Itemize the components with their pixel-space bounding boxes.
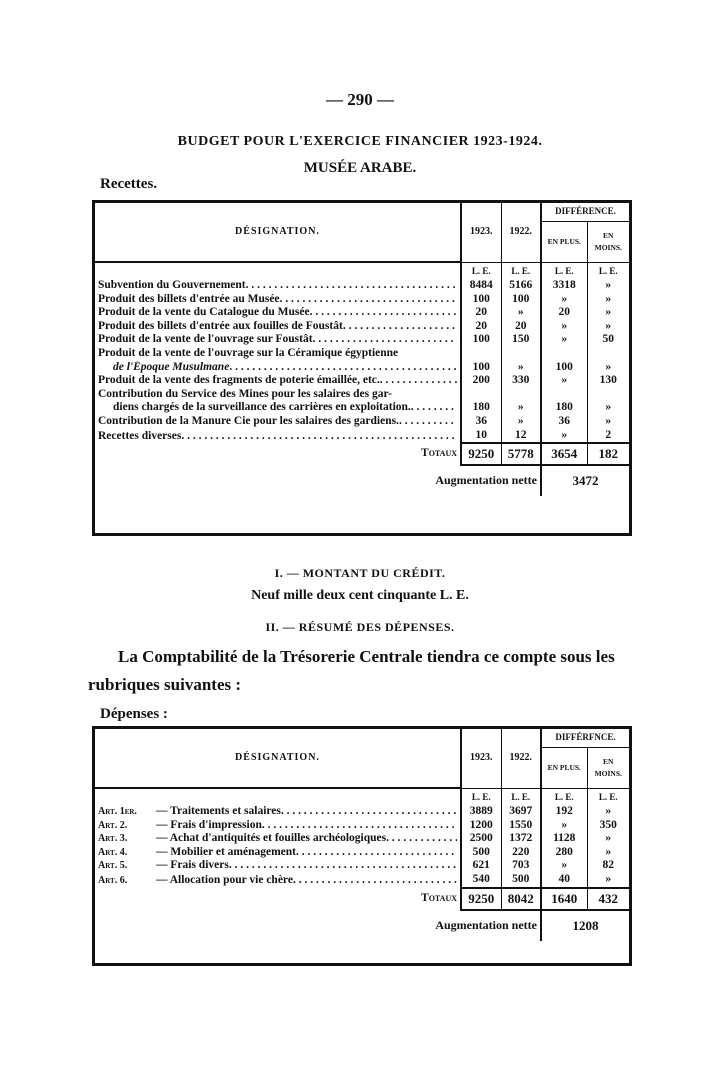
value-plus: 36 bbox=[541, 415, 587, 429]
header-row bbox=[95, 203, 629, 222]
row-label: — Achat d'antiquités et fouilles archéologiques bbox=[156, 832, 387, 845]
year-1923-header: 1923. bbox=[461, 203, 501, 262]
value-moins: » bbox=[587, 320, 629, 334]
value-moins: 130 bbox=[587, 374, 629, 388]
value-moins: » bbox=[587, 873, 629, 888]
row-label: Contribution de la Manure Cie pour les salaires des gardiens. bbox=[98, 414, 399, 427]
unit-1922: L. E. bbox=[501, 788, 541, 805]
difference-header: DIFFÉRFNCE. bbox=[541, 729, 629, 748]
article-number: Art. 3. bbox=[98, 833, 128, 845]
value-v1922: » bbox=[501, 306, 541, 320]
value-v1922: 12 bbox=[501, 429, 541, 444]
value-moins: » bbox=[587, 846, 629, 860]
row-label: — Frais divers bbox=[156, 859, 229, 872]
value-plus: » bbox=[541, 859, 587, 873]
value-v1923: 100 bbox=[461, 333, 501, 347]
table-row bbox=[95, 279, 629, 293]
en-plus-header: EN PLUS. bbox=[541, 222, 587, 263]
table-row bbox=[95, 819, 629, 833]
value-plus: » bbox=[541, 819, 587, 833]
row-label: de l'Époque Musulmane bbox=[113, 360, 230, 373]
table-row bbox=[95, 859, 629, 873]
header-row bbox=[95, 729, 629, 748]
table-row bbox=[95, 333, 629, 347]
row-designation bbox=[95, 832, 461, 846]
row-label: — Frais d'impression bbox=[156, 818, 262, 831]
row-designation bbox=[95, 361, 461, 375]
total-v1922: 8042 bbox=[501, 888, 541, 910]
empty-cell bbox=[461, 347, 501, 361]
total-v1923: 9250 bbox=[461, 888, 501, 910]
net-row bbox=[95, 910, 629, 941]
row-label: — Allocation pour vie chère bbox=[156, 873, 293, 886]
row-designation bbox=[95, 333, 461, 347]
dot-leader bbox=[229, 361, 457, 375]
museum-subtitle: MUSÉE ARABE. bbox=[303, 160, 417, 176]
net-value: 1208 bbox=[541, 910, 629, 941]
row-label: Produit de la vente de l'ouvrage sur Foustât bbox=[98, 333, 313, 346]
value-v1922: 1550 bbox=[501, 819, 541, 833]
value-v1922: » bbox=[501, 361, 541, 375]
value-v1922: 20 bbox=[501, 320, 541, 334]
table-row bbox=[95, 361, 629, 375]
net-label: Augmentation nette bbox=[435, 917, 537, 932]
total-plus: 1640 bbox=[541, 888, 587, 910]
empty-cell bbox=[587, 388, 629, 402]
row-designation bbox=[95, 306, 461, 320]
value-moins: » bbox=[587, 293, 629, 307]
value-plus: » bbox=[541, 320, 587, 334]
dot-leader bbox=[380, 374, 457, 388]
unit-plus: L. E. bbox=[541, 788, 587, 805]
dot-leader bbox=[229, 859, 457, 873]
value-moins: » bbox=[587, 832, 629, 846]
dot-leader bbox=[281, 805, 457, 819]
value-plus: 3318 bbox=[541, 279, 587, 293]
row-label: — Mobilier et aménagement bbox=[156, 845, 296, 858]
empty-cell bbox=[461, 388, 501, 402]
unit-1923: L. E. bbox=[461, 788, 501, 805]
value-v1922: 500 bbox=[501, 873, 541, 888]
credit-amount-text: Neuf mille deux cent cinquante L. E. bbox=[251, 588, 469, 603]
value-plus: 40 bbox=[541, 873, 587, 888]
value-v1923: 540 bbox=[461, 873, 501, 888]
value-v1922: » bbox=[501, 415, 541, 429]
value-v1922: 100 bbox=[501, 293, 541, 307]
value-v1923: 1200 bbox=[461, 819, 501, 833]
value-moins: 50 bbox=[587, 333, 629, 347]
dot-leader bbox=[262, 819, 457, 833]
unit-row bbox=[95, 262, 629, 279]
year-1923-header: 1923. bbox=[461, 729, 501, 788]
value-v1922: 1372 bbox=[501, 832, 541, 846]
dot-leader bbox=[399, 415, 457, 429]
unit-spacer bbox=[95, 788, 461, 805]
value-moins: » bbox=[587, 805, 629, 819]
total-v1922: 5778 bbox=[501, 443, 541, 465]
value-plus: 100 bbox=[541, 361, 587, 375]
dot-leader bbox=[181, 430, 457, 444]
net-label: Augmentation nette bbox=[435, 473, 537, 488]
en-plus-header: EN PLUS. bbox=[541, 748, 587, 789]
value-v1922: 703 bbox=[501, 859, 541, 873]
value-plus: 180 bbox=[541, 401, 587, 415]
unit-plus: L. E. bbox=[541, 262, 587, 279]
section-depenses-heading: II. — RÉSUMÉ DES DÉPENSES. bbox=[265, 620, 455, 634]
dot-leader bbox=[411, 401, 457, 415]
row-designation bbox=[95, 819, 461, 833]
total-v1923: 9250 bbox=[461, 443, 501, 465]
value-v1923: 3889 bbox=[461, 805, 501, 819]
value-v1923: 200 bbox=[461, 374, 501, 388]
dot-leader bbox=[280, 293, 457, 307]
intro-paragraph: La Comptabilité de la Trésorerie Centrale tiendra ce compte sous les rubriques suivantes : bbox=[88, 647, 615, 694]
totals-row bbox=[95, 888, 629, 910]
net-row bbox=[95, 465, 629, 496]
value-plus: » bbox=[541, 293, 587, 307]
table-row bbox=[95, 293, 629, 307]
row-label-line1: Produit de la vente de l'ouvrage sur la Céramique égyptienne bbox=[98, 346, 399, 359]
year-1922-header: 1922. bbox=[501, 203, 541, 262]
article-number: Art. 1er. bbox=[98, 806, 137, 817]
designation-header: DÉSIGNATION. bbox=[95, 729, 461, 788]
unit-1923: L. E. bbox=[461, 262, 501, 279]
dot-leader bbox=[313, 333, 457, 347]
year-1922-header: 1922. bbox=[501, 729, 541, 788]
value-v1923: 20 bbox=[461, 320, 501, 334]
recettes-table bbox=[92, 200, 632, 536]
article-number: Art. 6. bbox=[98, 874, 128, 886]
dot-leader bbox=[386, 832, 457, 846]
article-number: Art. 4. bbox=[98, 846, 128, 858]
row-designation bbox=[95, 320, 461, 334]
table-row-continued bbox=[95, 388, 629, 402]
value-moins: » bbox=[587, 401, 629, 415]
empty-cell bbox=[501, 388, 541, 402]
value-v1923: 2500 bbox=[461, 832, 501, 846]
table-row bbox=[95, 873, 629, 888]
difference-header: DIFFÉRENCE. bbox=[541, 203, 629, 222]
value-v1923: 36 bbox=[461, 415, 501, 429]
row-label: diens chargés de la surveillance des carrières en exploitation. bbox=[113, 401, 411, 414]
table-row bbox=[95, 805, 629, 819]
article-number: Art. 2. bbox=[98, 819, 128, 831]
value-v1922: 5166 bbox=[501, 279, 541, 293]
table-row bbox=[95, 374, 629, 388]
empty-cell bbox=[587, 347, 629, 361]
table-row-continued bbox=[95, 347, 629, 361]
dot-leader bbox=[246, 279, 457, 293]
value-v1923: 100 bbox=[461, 361, 501, 375]
section-credit-heading: I. — MONTANT DU CRÉDIT. bbox=[274, 566, 446, 580]
table-row bbox=[95, 306, 629, 320]
empty-cell bbox=[541, 388, 587, 402]
unit-row bbox=[95, 788, 629, 805]
dot-leader bbox=[296, 846, 457, 860]
row-designation bbox=[95, 401, 461, 415]
value-moins: » bbox=[587, 306, 629, 320]
value-v1922: 330 bbox=[501, 374, 541, 388]
value-v1923: 621 bbox=[461, 859, 501, 873]
dot-leader bbox=[293, 874, 457, 888]
row-designation bbox=[95, 805, 461, 819]
value-plus: 192 bbox=[541, 805, 587, 819]
value-v1922: 150 bbox=[501, 333, 541, 347]
value-v1923: 180 bbox=[461, 401, 501, 415]
value-v1923: 20 bbox=[461, 306, 501, 320]
empty-cell bbox=[541, 347, 587, 361]
table-row bbox=[95, 832, 629, 846]
row-designation bbox=[95, 279, 461, 293]
value-moins: » bbox=[587, 279, 629, 293]
unit-spacer bbox=[95, 262, 461, 279]
en-moins-header: EN MOINS. bbox=[587, 748, 629, 789]
article-number: Art. 5. bbox=[98, 860, 128, 872]
value-moins: 2 bbox=[587, 429, 629, 444]
row-designation bbox=[95, 374, 461, 388]
value-v1923: 500 bbox=[461, 846, 501, 860]
value-plus: » bbox=[541, 429, 587, 444]
unit-moins: L. E. bbox=[587, 262, 629, 279]
totals-row bbox=[95, 443, 629, 465]
value-v1923: 10 bbox=[461, 429, 501, 444]
row-label: Subvention du Gouvernement bbox=[98, 279, 246, 291]
value-plus: 20 bbox=[541, 306, 587, 320]
row-label-line1: Contribution du Service des Mines pour les salaires des gar- bbox=[98, 387, 393, 400]
value-plus: 1128 bbox=[541, 832, 587, 846]
page-number: — 290 — bbox=[326, 90, 394, 109]
value-moins: 350 bbox=[587, 819, 629, 833]
row-designation bbox=[95, 415, 461, 429]
value-moins: » bbox=[587, 415, 629, 429]
net-value: 3472 bbox=[541, 465, 629, 496]
row-label: Produit de la vente du Catalogue du Musée bbox=[98, 306, 310, 319]
value-plus: 280 bbox=[541, 846, 587, 860]
row-label: Produit des billets d'entrée aux fouilles de Foustât bbox=[98, 319, 343, 332]
depenses-heading: Dépenses : bbox=[100, 706, 168, 722]
value-v1923: 8484 bbox=[461, 279, 501, 293]
table-row bbox=[95, 415, 629, 429]
unit-moins: L. E. bbox=[587, 788, 629, 805]
row-label: Recettes diverses bbox=[98, 429, 182, 442]
page-title: BUDGET POUR L'EXERCICE FINANCIER 1923-1924. bbox=[177, 134, 543, 149]
value-v1923: 100 bbox=[461, 293, 501, 307]
unit-1922: L. E. bbox=[501, 262, 541, 279]
row-designation bbox=[95, 293, 461, 307]
dot-leader bbox=[343, 320, 457, 334]
value-v1922: 220 bbox=[501, 846, 541, 860]
table-row bbox=[95, 429, 629, 444]
value-moins: » bbox=[587, 361, 629, 375]
recettes-heading: Recettes. bbox=[100, 176, 158, 192]
en-moins-header: EN MOINS. bbox=[587, 222, 629, 263]
total-moins: 432 bbox=[587, 888, 629, 910]
dot-leader bbox=[310, 306, 457, 320]
value-plus: » bbox=[541, 333, 587, 347]
table-row bbox=[95, 401, 629, 415]
empty-cell bbox=[501, 347, 541, 361]
value-plus: » bbox=[541, 374, 587, 388]
value-v1922: 3697 bbox=[501, 805, 541, 819]
row-designation bbox=[95, 873, 461, 888]
table-row bbox=[95, 846, 629, 860]
row-designation bbox=[95, 846, 461, 860]
row-label: Produit de la vente des fragments de poterie émaillée, etc. bbox=[98, 374, 380, 387]
total-moins: 182 bbox=[587, 443, 629, 465]
value-v1922: » bbox=[501, 401, 541, 415]
row-label: — Traitements et salaires bbox=[156, 805, 281, 817]
row-designation bbox=[95, 429, 461, 444]
totals-label: Totaux bbox=[421, 891, 457, 904]
row-label: Produit des billets d'entrée au Musée bbox=[98, 292, 280, 305]
value-moins: 82 bbox=[587, 859, 629, 873]
total-plus: 3654 bbox=[541, 443, 587, 465]
row-designation bbox=[95, 859, 461, 873]
table-row bbox=[95, 320, 629, 334]
designation-header: DÉSIGNATION. bbox=[95, 203, 461, 262]
totals-label: Totaux bbox=[421, 447, 457, 460]
depenses-table bbox=[92, 726, 632, 966]
